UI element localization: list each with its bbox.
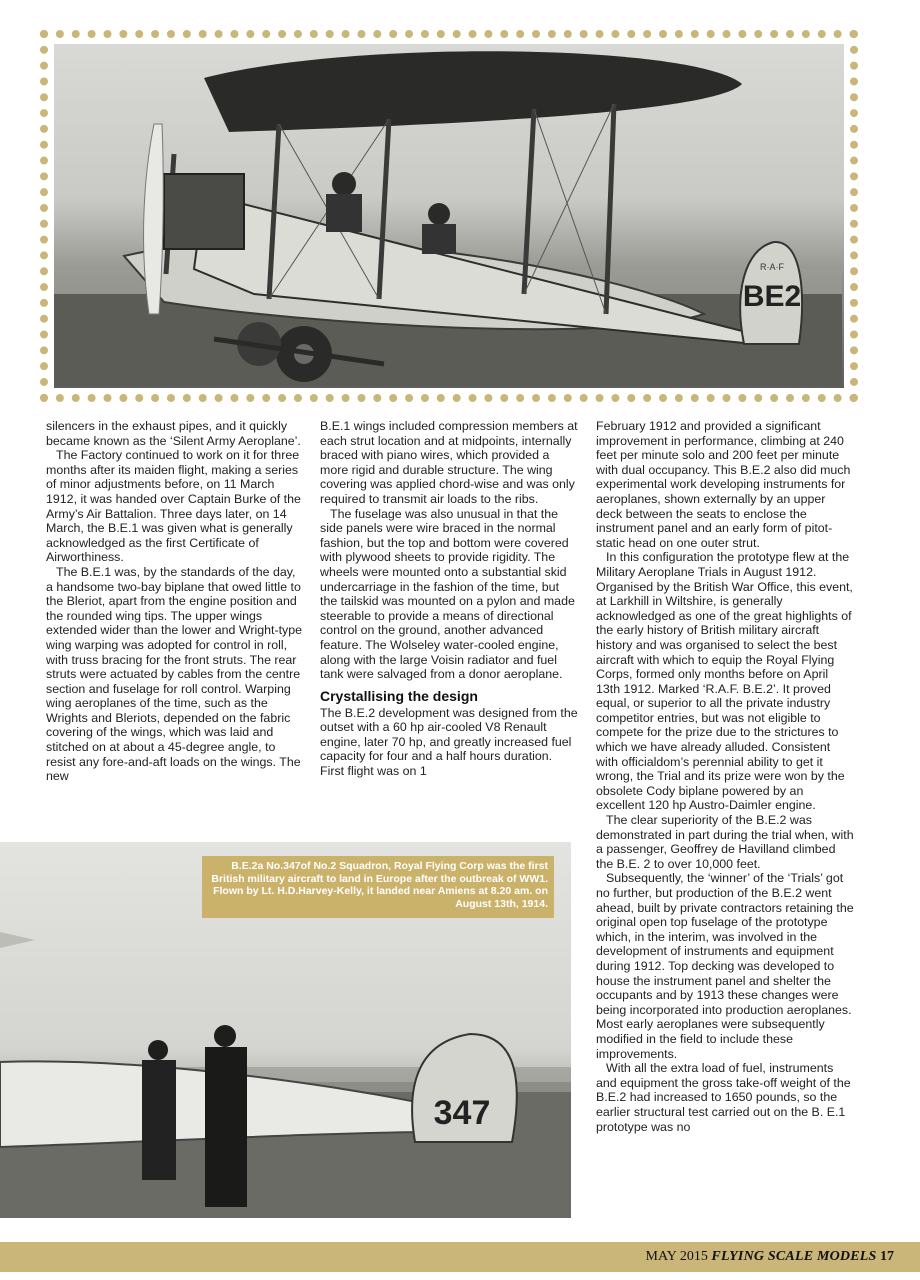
tail-marking: BE2 <box>742 280 802 313</box>
paragraph: With all the extra load of fuel, instruments and equipment the gross take-off weight of the B.E.2 had increased to 1650 pounds, so the earlier structural test carried out on the B. E.1 prototype was no <box>596 1061 851 1134</box>
tail-number: 347 <box>433 1094 491 1132</box>
page-number: 17 <box>880 1249 894 1264</box>
paragraph: silencers in the exhaust pipes, and it quickly became known as the ‘Silent Army Aeroplane’. <box>46 419 301 448</box>
top-photo <box>54 44 844 388</box>
paragraph: Subsequently, the ‘winner’ of the ‘Trials’ got no further, but production of the B.E.2 went ahead, built by private contractors retaining the original open top fuselage of the prototype which, in the interim, was involved in the development of instruments and equipment during 1912. Top decking was developed to house the instrument panel and shelter the occupants and by 1913 these changes were being incorporated into production aeroplanes. Most early aeroplanes were subsequently modified in the field to include these improvements. <box>596 871 854 1061</box>
tail-marking-small: R·A·F <box>760 262 784 272</box>
page-footer <box>0 1242 920 1272</box>
paragraph: The B.E.2 development was designed from the outset with a 60 hp air-cooled V8 Renault engine, later 70 hp, and greatly increased fuel capacity for four and a half hours duration. First flight was on 1 <box>320 705 578 779</box>
paragraph: The clear superiority of the B.E.2 was demonstrated in part during the trial when, with a passenger, Geoffrey de Havilland climbed the B.E. 2 to over 10,000 feet. <box>596 813 854 871</box>
paragraph: The Factory continued to work on it for three months after its maiden flight, making a series of minor adjustments before, on 11 March 1912, it was handed over Captain Burke of the Army’s Air Battalion. Three days later, on 14 March, the B.E.1 was given what is generally acknowledged as the first Certificate of Airworthiness. <box>46 448 301 565</box>
top-photo-frame <box>40 30 858 402</box>
footer-text <box>646 1249 894 1265</box>
issue-date: MAY 2015 <box>645 1249 708 1264</box>
paragraph: The B.E.1 was, by the standards of the day, a handsome two-bay biplane that owed little to the Bleriot, apart from the engine position and the rounded wing tips. The upper wings extended wider than the lower and Wright-type wing warping was adopted for control in roll, with truss bracing for the front struts. The rear struts were actuated by cables from the centre section and fuselage for roll control. Warping wing aeroplanes of the time, such as the Wrights and Bleriots, depended on the fabric covering of the wings, which was laid and stitched on at about a 45-degree angle, to resist any fore-and-aft loads on the wings. The new <box>46 564 302 784</box>
text-column-1 <box>46 419 304 784</box>
paragraph: February 1912 and provided a significant improvement in performance, climbing at 240 feet per minute solo and 200 feet per minute with dual occupancy. This B.E.2 also did much experimental work developing instruments for aeroplanes, shown externally by an upper deck between the seats to enclose the instrument panel and an early form of pitot-static head on one outer strut. <box>596 419 851 550</box>
paragraph: B.E.1 wings included compression members at each strut location and at midpoints, internally braced with piano wires, which provided a more rigid and durable structure. The wing covering was applied chord-wise and was only required to transmit air loads to the ribs. <box>320 419 578 506</box>
paragraph: In this configuration the prototype flew at the Military Aeroplane Trials in August 1912. Organised by the British War Office, this event, at Larkhill in Wiltshire, is generally acknowledged as one of the great highlights of the early history of British military aircraft history and was organised to select the best aircraft with which to equip the Royal Flying Corps, formed only months before on April 13th 1912. Marked ‘R.A.F. B.E.2’. It proved equal, or superior to all the private industry competitor entries, but was not eligible to compete for the prize due to the strictures to which we have already alluded. Consistent with officialdom’s perennial ability to get it wrong, the Trial and its prize were won by the obsolete Cody biplane powered by an excellent 120 hp Austro-Daimler engine. <box>596 550 853 813</box>
be2-biplane-illustration <box>54 44 842 386</box>
section-heading: Crystallising the design <box>320 687 478 704</box>
text-column-3 <box>596 419 854 1134</box>
text-column-2 <box>320 419 578 779</box>
photo-caption: B.E.2a No.347of No.2 Squadron, Royal Flying Corp was the first British military aircraft to land in Europe after the outbreak of WW1. Flown by Lt. H.D.Harvey-Kelly, it landed near Amiens at 8.20 am. on August 13th, 1914. <box>202 856 554 918</box>
publication-name: FLYING SCALE MODELS <box>711 1249 877 1264</box>
paragraph: The fuselage was also unusual in that the side panels were wire braced in the normal fashion, but the top and bottom were covered with plywood sheets to provide rigidity. The wheels were mounted onto a substantial skid undercarriage in the fashion of the time, but the tailskid was mounted on a pylon and made steerable to provide a means of directional control on the ground, another advanced feature. The Wolseley water-cooled engine, along with the large Voisin radiator and fuel tank were salvaged from a donor aeroplane. <box>320 506 575 682</box>
